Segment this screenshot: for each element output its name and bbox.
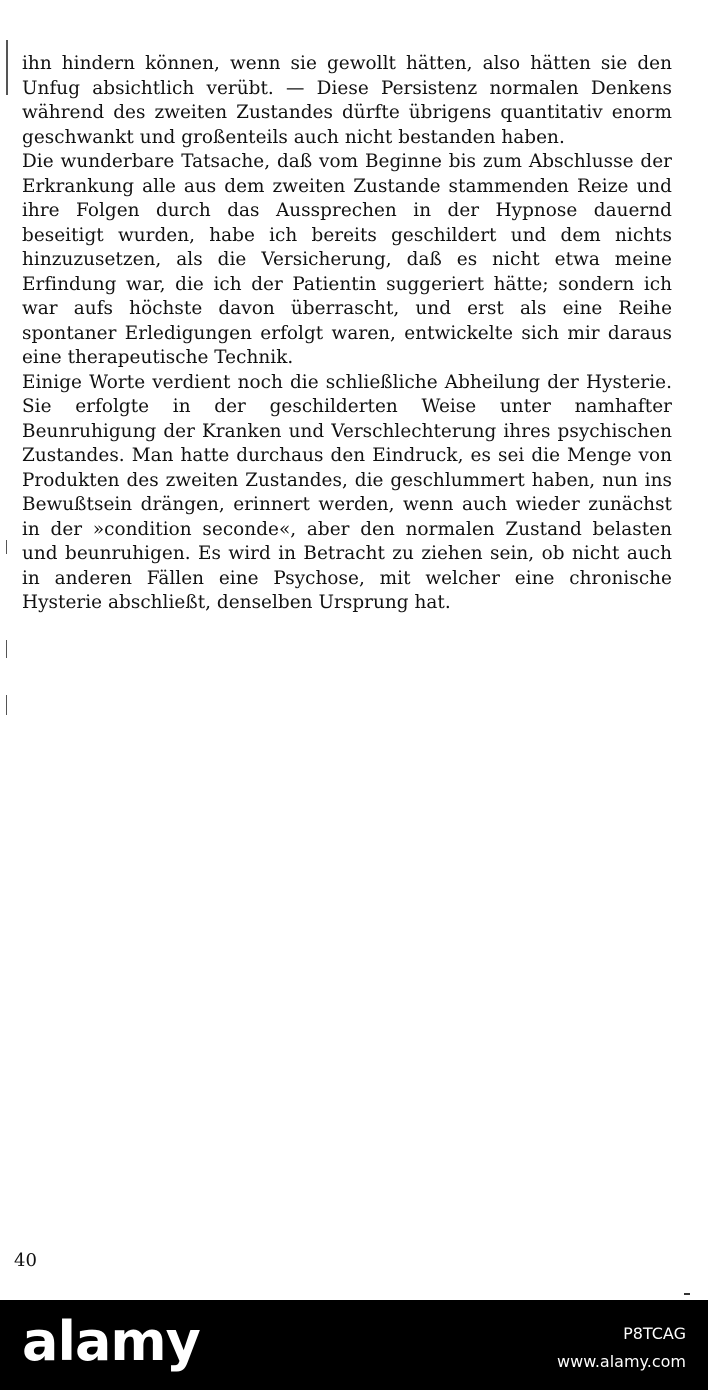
paragraph: ihn hindern können, wenn sie gewollt hätten, also hätten sie den Unfug absichtlich verübt. — Diese Persistenz normalen Denkens während des zweiten Zustandes dürfte übrigens quantitativ enorm geschwankt und großenteils auch nicht bestanden haben. bbox=[22, 53, 672, 148]
corner-mark bbox=[684, 1293, 690, 1295]
image-code: P8TCAG bbox=[623, 1324, 686, 1343]
page-edge-mark bbox=[6, 40, 8, 95]
page-edge-mark bbox=[6, 540, 7, 554]
page-number: 40 bbox=[14, 1250, 37, 1271]
page-edge-mark bbox=[6, 695, 7, 715]
page-edge-mark bbox=[6, 640, 7, 658]
paragraph: Einige Worte verdient noch die schließliche Abheilung der Hysterie. Sie erfolgte in der geschilderten Weise unter namhafter Beunruhigung der Kranken und Verschlechterung ihres psychischen Zustandes. Man hatte durchaus den Eindruck, es sei die Menge von Produkten des zweiten Zustandes, die geschlummert haben, nun ins Bewußtsein drängen, erinnert werden, wenn auch wieder zunächst in der »condition seconde«, aber den normalen Zustand belasten und beunruhigen. Es wird in Betracht zu ziehen sein, ob nicht auch in anderen Fällen eine Psychose, mit welcher eine chronische Hysterie abschließt, denselben Ursprung hat. bbox=[22, 371, 672, 613]
alamy-logo: alamy bbox=[22, 1310, 200, 1373]
paragraph: Die wunderbare Tatsache, daß vom Beginne bis zum Abschlusse der Erkrankung alle aus dem zweiten Zustande stammenden Reize und ihre Folgen durch das Aussprechen in der Hypnose dauernd beseitigt wurden, habe ich bereits geschildert und dem nichts hinzuzusetzen, als die Versicherung, daß es nicht etwa meine Erfindung war, die ich der Patientin suggeriert hätte; sondern ich war aufs höchste davon überrascht, und erst als eine Reihe spontaner Erledigungen erfolgt waren, entwickelte sich mir daraus eine therapeutische Technik. bbox=[22, 151, 672, 368]
watermark-footer bbox=[0, 1300, 708, 1390]
footer-url: www.alamy.com bbox=[557, 1352, 686, 1371]
body-text bbox=[22, 52, 672, 616]
